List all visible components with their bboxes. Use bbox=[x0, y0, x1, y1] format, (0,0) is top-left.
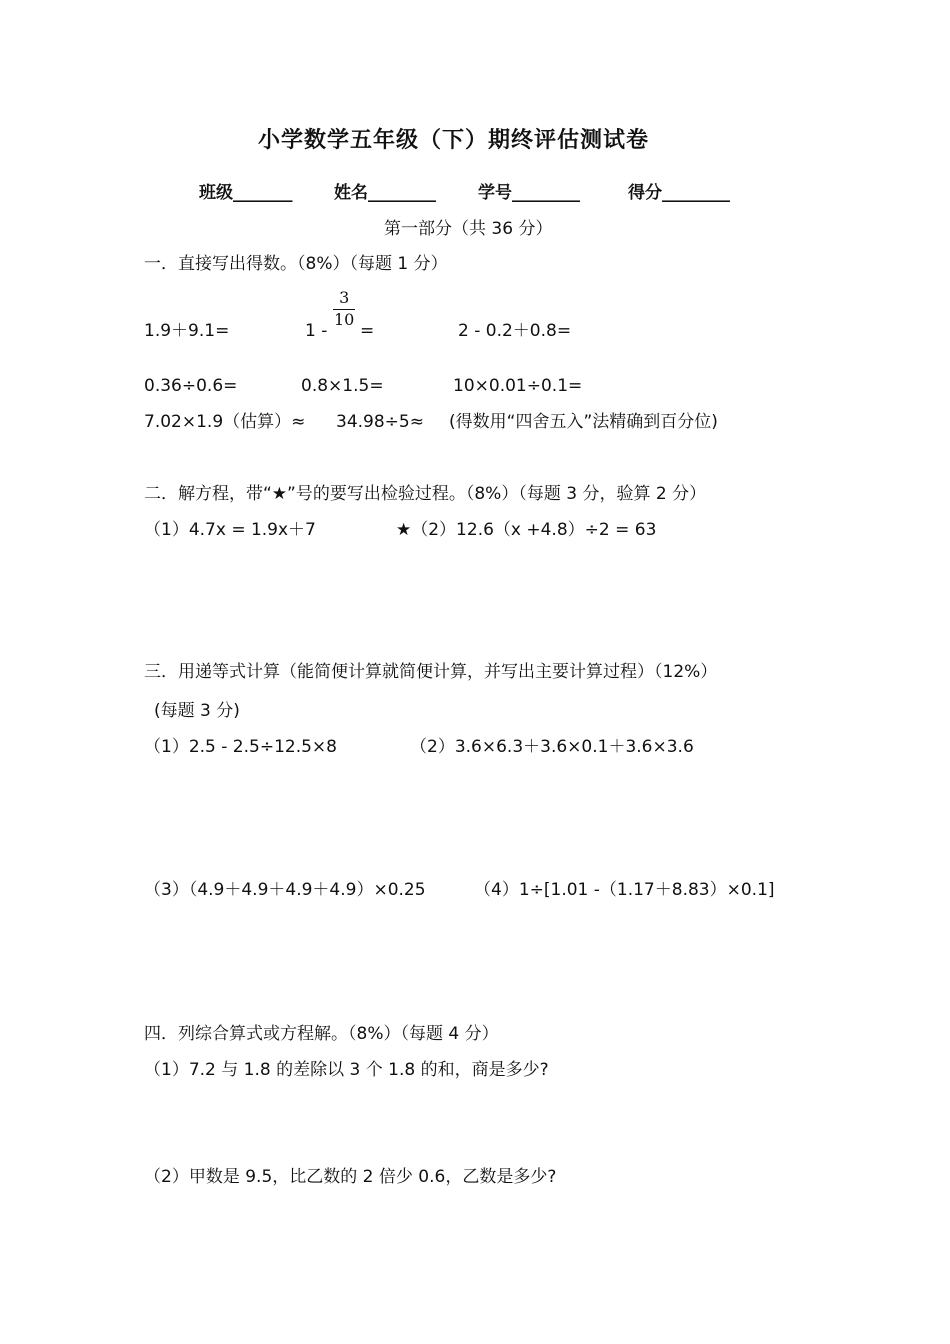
section-three-heading: 三．用递等式计算（能简便计算就简便计算，并写出主要计算过程）（12%） bbox=[144, 662, 718, 682]
part-one-heading: 第一部分（共 36 分） bbox=[384, 219, 553, 239]
equation-1: （1）4.7x = 1.9x＋7 bbox=[144, 520, 316, 540]
problem-1a: 1.9＋9.1= bbox=[144, 321, 230, 341]
fraction-denominator: 10 bbox=[334, 310, 355, 329]
section-three-points: (每题 3 分) bbox=[154, 701, 240, 721]
word-problem-2: （2）甲数是 9.5，比乙数的 2 倍少 0.6，乙数是多少? bbox=[144, 1167, 557, 1187]
problem-1b-suffix: = bbox=[360, 321, 375, 341]
calculation-1: （1）2.5 - 2.5÷12.5×8 bbox=[144, 737, 337, 757]
section-four-heading: 四．列综合算式或方程解。（8%）（每题 4 分） bbox=[144, 1024, 499, 1044]
problem-1d: 0.36÷0.6= bbox=[144, 376, 238, 396]
problem-1g: 7.02×1.9（估算）≈ bbox=[144, 412, 306, 432]
problem-1c: 2 - 0.2＋0.8= bbox=[458, 321, 572, 341]
problem-1e: 0.8×1.5= bbox=[301, 376, 384, 396]
score-field[interactable]: 得分________ bbox=[628, 183, 730, 203]
fraction-numerator: 3 bbox=[339, 288, 350, 307]
word-problem-1: （1）7.2 与 1.8 的差除以 3 个 1.8 的和，商是多少? bbox=[144, 1060, 549, 1080]
section-two-heading: 二．解方程，带“★”号的要写出检验过程。（8%）（每题 3 分，验算 2 分） bbox=[144, 484, 707, 504]
problem-1h: 34.98÷5≈ bbox=[336, 412, 424, 432]
calculation-4: （4）1÷[1.01 -（1.17＋8.83）×0.1] bbox=[474, 880, 775, 900]
problem-1b-prefix: 1 - bbox=[305, 321, 328, 341]
section-one-heading: 一．直接写出得数。（8%）（每题 1 分） bbox=[144, 254, 448, 274]
student-id-field[interactable]: 学号________ bbox=[478, 183, 580, 203]
calculation-3: （3）（4.9＋4.9＋4.9＋4.9）×0.25 bbox=[144, 880, 426, 900]
problem-1f: 10×0.01÷0.1= bbox=[453, 376, 583, 396]
name-field[interactable]: 姓名________ bbox=[334, 183, 436, 203]
class-field[interactable]: 班级_______ bbox=[199, 183, 293, 203]
page-title: 小学数学五年级（下）期终评估测试卷 bbox=[258, 128, 650, 153]
equation-2: ★（2）12.6（x +4.8）÷2 = 63 bbox=[396, 520, 657, 540]
calculation-2: （2）3.6×6.3＋3.6×0.1＋3.6×3.6 bbox=[410, 737, 694, 757]
fraction-three-tenths bbox=[332, 289, 356, 329]
rounding-note: (得数用“四舍五入”法精确到百分位) bbox=[449, 412, 718, 432]
